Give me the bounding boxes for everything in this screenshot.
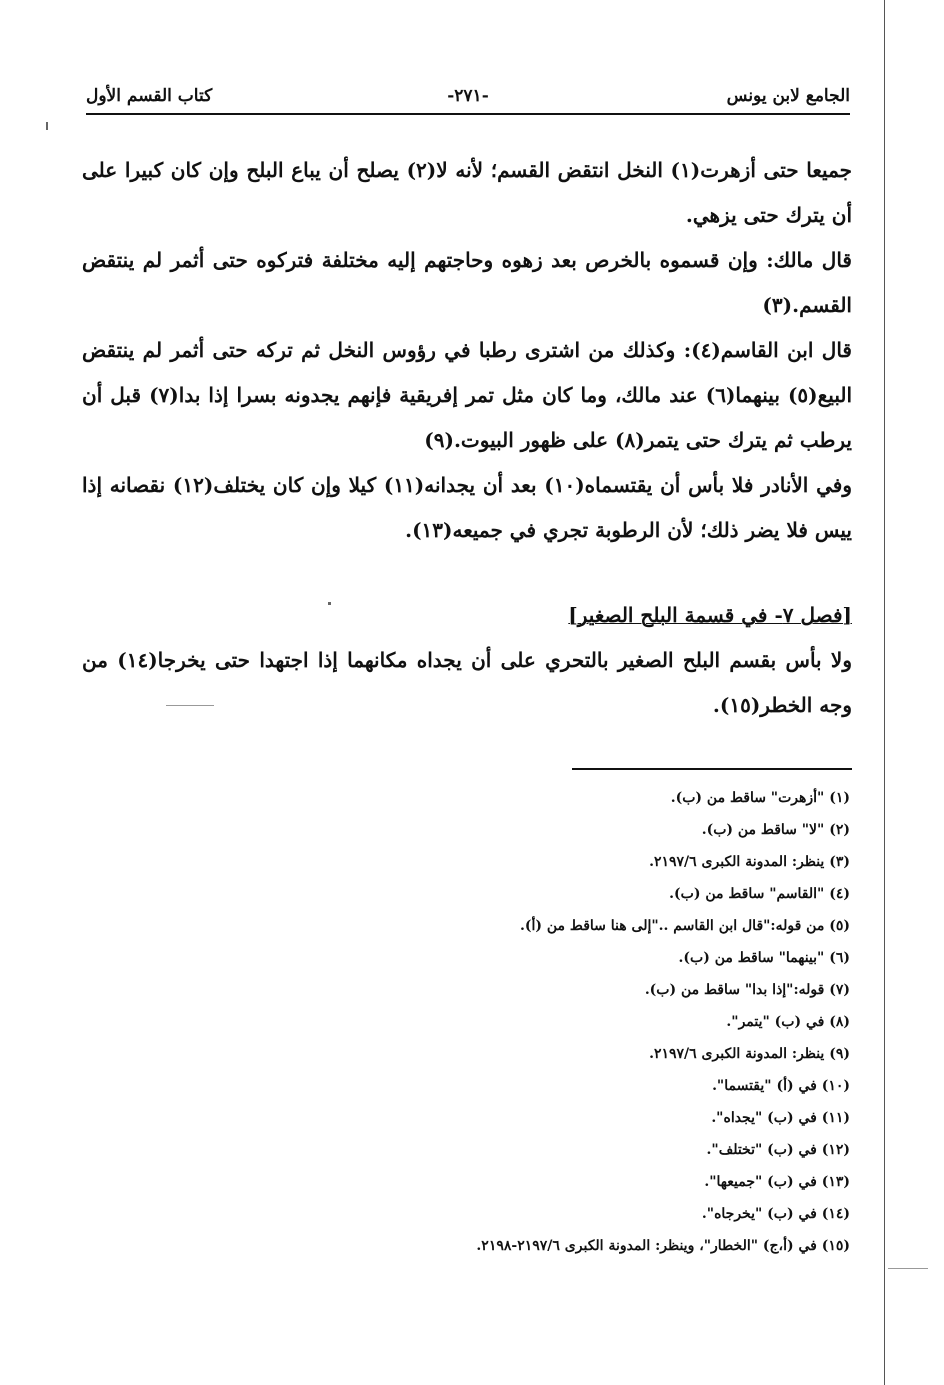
footnote-item: (١٣) في (ب) "جميعها". (704, 1174, 850, 1190)
page-header (86, 86, 850, 112)
footnote-item: (٩) ينظر: المدونة الكبرى ٢١٩٧/٦. (649, 1046, 850, 1062)
header-rule (86, 113, 850, 115)
section-heading (82, 593, 852, 638)
scan-speck (46, 122, 48, 130)
paragraph-4: وفي الأنادر فلا بأس أن يقتسماه(١٠) بعد أن يجدانه(١١) كيلا وإن كان يختلف(١٢) نقصانه إذا ييس فلا يضر ذلك؛ لأن الرطوبة تجري في جميعه(١٣). (82, 473, 852, 542)
footnote-item: (٤) "القاسم" ساقط من (ب). (669, 886, 850, 902)
footnote-item: (١٢) في (ب) "تختلف". (706, 1142, 850, 1158)
footnote-item: (١٠) في (أ) "يقتسما". (712, 1078, 850, 1094)
paragraph-2: قال مالك: وإن قسموه بالخرص بعد زهوه وحاجتهم إليه مختلفة فتركوه حتى أثمر لم ينتقض القسم.(٣) (82, 248, 852, 317)
section-name: كتاب القسم الأول (86, 86, 213, 106)
scan-speck (166, 705, 214, 706)
book-title: الجامع لابن يونس (726, 86, 850, 106)
scan-speck (328, 602, 331, 605)
paragraph-5: ولا بأس بقسم البلح الصغير بالتحري على أن يجداه مكانهما إذا اجتهدا حتى يخرجا(١٤) من وجه الخطر(١٥). (82, 648, 852, 717)
section-title: [فصل ٧- في قسمة البلح الصغير] (568, 603, 852, 627)
footnote-item: (٢) "لا" ساقط من (ب). (701, 822, 850, 838)
footnote-item: (١١) في (ب) "يجداه". (711, 1110, 850, 1126)
footnote-separator (572, 768, 852, 770)
footnote-item: (١٤) في (ب) "يخرجاه". (701, 1206, 850, 1222)
footnote-item: (٨) في (ب) "يتمر". (726, 1014, 850, 1030)
footnote-item: (٣) ينظر: المدونة الكبرى ٢١٩٧/٦. (649, 854, 850, 870)
paragraph-3: قال ابن القاسم(٤): وكذلك من اشترى رطبا في رؤوس النخل ثم تركه حتى أثمر لم ينتقض البيع(٥) بينهما(٦) عند مالك، وما كان مثل تمر إفريقية فإنهم يجدونه بسرا إذا بدا(٧) قبل أن يرطب ثم يترك حتى يتمر(٨) على ظهور البيوت.(٩) (82, 338, 852, 452)
footnote-item: (٥) من قوله:"قال ابن القاسم .."إلى هنا ساقط من (أ). (520, 918, 850, 934)
footnote-item: (١٥) في (أ،ج) "الخطار"، وينظر: المدونة الكبرى ٢١٩٧/٦-٢١٩٨. (476, 1238, 850, 1254)
paragraph-1: جميعا حتى أزهرت(١) النخل انتقض القسم؛ لأنه لا(٢) يصلح أن يباع البلح وإن كان كبيرا على أن يترك حتى يزهي. (82, 158, 852, 227)
scan-speck (888, 1268, 928, 1269)
footnote-item: (٧) قوله:"إذا بدا" ساقط من (ب). (644, 982, 850, 998)
paragraph-gap (82, 553, 852, 593)
page-number: -٢٧١- (447, 86, 489, 106)
footnote-item: (١) "أزهرت" ساقط من (ب). (670, 790, 850, 806)
page-edge-rule (884, 0, 885, 1385)
main-text (82, 148, 852, 728)
footnote-item: (٦) "بينهما" ساقط من (ب). (678, 950, 850, 966)
footnotes-list (290, 782, 850, 1262)
